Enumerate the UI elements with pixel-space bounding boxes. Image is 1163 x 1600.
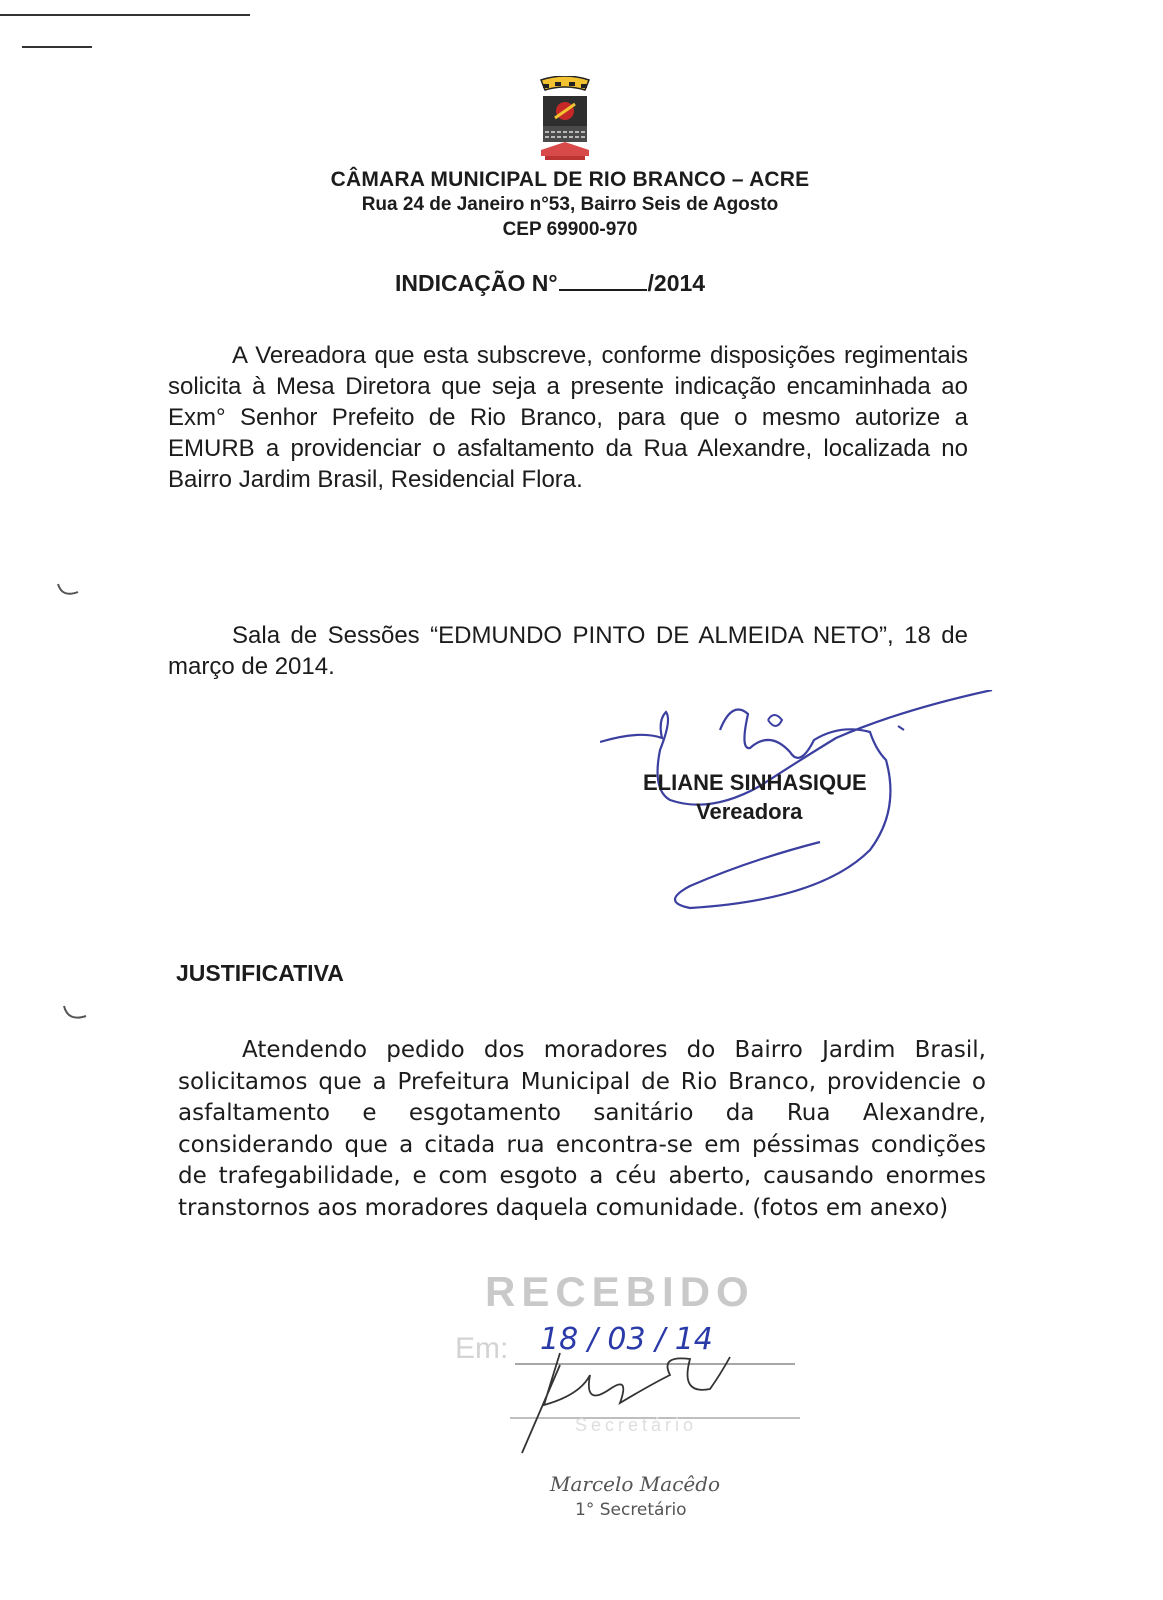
signer-role: Vereadora: [696, 799, 803, 824]
municipal-crest-logo: [535, 76, 595, 168]
secretary-signature: [520, 1345, 750, 1455]
receiver-role: 1° Secretário: [575, 1500, 687, 1520]
request-paragraph: A Vereadora que esta subscreve, conforme disposições regimentais solicita à Mesa Diretora que seja a presente indicação encaminhada ao Exm° Senhor Prefeito de Rio Branco, para que o mesmo autorize a EMURB a providenciar o asfaltamento da Rua Alexandre, localizada no Bairro Jardim Brasil, Residencial Flora.: [168, 342, 968, 493]
hole-punch-mark-lower: [60, 1002, 100, 1026]
received-stamp-date: 18 / 03 / 14: [540, 1322, 713, 1357]
scan-edge-mark: [22, 46, 92, 48]
receiver-name: Marcelo Macêdo: [550, 1472, 721, 1496]
hole-punch-mark: [54, 578, 94, 602]
justification-heading: JUSTIFICATIVA: [176, 960, 344, 986]
councilwoman-signature: [600, 690, 1020, 930]
scan-edge-line: [0, 14, 250, 16]
document-title: [395, 270, 705, 297]
title-suffix: /2014: [647, 270, 706, 296]
institution-cep: CEP 69900-970: [502, 219, 638, 240]
institution-name: CÂMARA MUNICIPAL DE RIO BRANCO – ACRE: [330, 168, 810, 191]
justification-text: Atendendo pedido dos moradores do Bairro Jardim Brasil, solicitamos que a Prefeitura Municipal de Rio Branco, providencie o asfaltamento e esgotamento sanitário da Rua Alexandre, considerando que a citada rua encontra-se em péssimas condições de trafegabilidade, e com esgoto a céu aberto, causando enormes transtornos aos moradores daquela comunidade. (fotos em anexo): [178, 1037, 986, 1221]
signer-name: ELIANE SINHASIQUE: [643, 770, 867, 795]
session-place-date: Sala de Sessões “EDMUNDO PINTO DE ALMEIDA NETO”, 18 de março de 2014.: [168, 622, 968, 680]
received-stamp-date-prefix: Em:: [455, 1332, 509, 1365]
number-blank: [559, 271, 647, 291]
title-prefix: INDICAÇÃO N°: [395, 270, 558, 296]
institution-address: Rua 24 de Janeiro n°53, Bairro Seis de Agosto: [361, 194, 779, 215]
received-stamp-label: RECEBIDO: [485, 1268, 755, 1315]
stamp-secretary-faint: Secretário: [575, 1415, 698, 1435]
